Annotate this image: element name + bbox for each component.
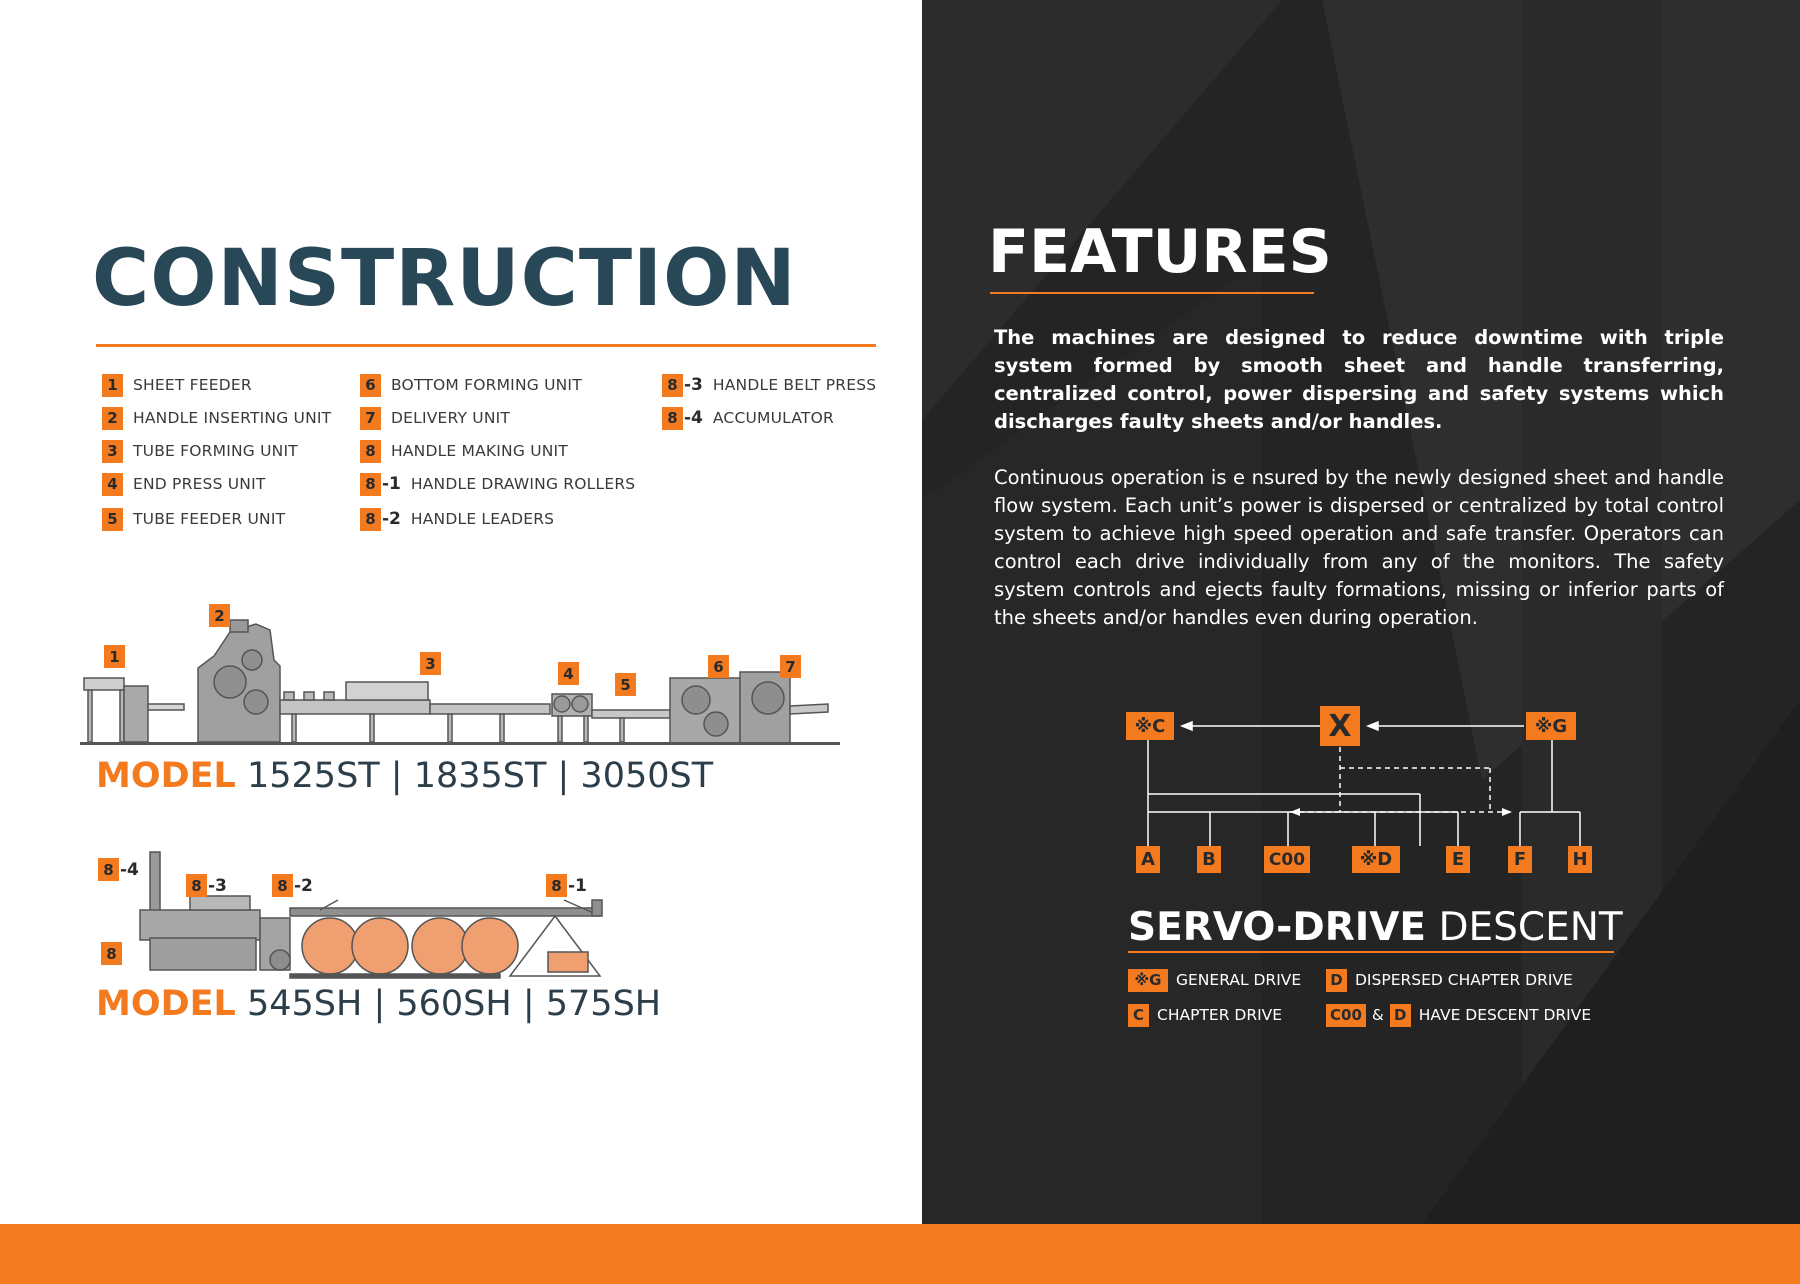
legend-number-badge: 8 bbox=[360, 440, 381, 463]
diagram-sh-label-8-4: 8 -4 bbox=[98, 858, 145, 881]
drive-node-a: A bbox=[1136, 846, 1160, 873]
key-general-drive bbox=[1128, 968, 1301, 992]
legend-number-suffix: -3 bbox=[684, 375, 703, 395]
legend-number-badge: 8 bbox=[662, 374, 683, 397]
model-word: MODEL bbox=[96, 756, 236, 796]
legend-label: HANDLE DRAWING ROLLERS bbox=[410, 475, 636, 493]
drive-node-b: B bbox=[1197, 846, 1221, 873]
construction-panel bbox=[0, 0, 922, 1224]
key-label: CHAPTER DRIVE bbox=[1157, 1006, 1283, 1024]
key-badge: C00 bbox=[1326, 1004, 1366, 1027]
drive-node-c: ※C bbox=[1126, 712, 1174, 740]
legend-item-5 bbox=[102, 507, 285, 531]
key-badge: D bbox=[1390, 1004, 1411, 1027]
drive-node-c00: C00 bbox=[1264, 846, 1310, 873]
legend-number-suffix: -4 bbox=[684, 408, 703, 428]
diagram-st-label-2: 2 bbox=[209, 604, 230, 627]
legend-label: HANDLE BELT PRESS bbox=[712, 376, 877, 394]
key-descent-drive bbox=[1326, 1003, 1591, 1027]
construction-title-underline bbox=[96, 344, 876, 347]
diagram-st-label-3: 3 bbox=[420, 652, 441, 675]
servo-drive-title bbox=[1128, 905, 1623, 950]
key-label: DISPERSED CHAPTER DRIVE bbox=[1355, 971, 1573, 989]
construction-title: CONSTRUCTION bbox=[92, 234, 797, 324]
legend-item-7 bbox=[360, 406, 510, 430]
model-line-sh bbox=[96, 984, 661, 1024]
legend-label: HANDLE LEADERS bbox=[410, 510, 555, 528]
legend-number-suffix: -2 bbox=[382, 509, 401, 529]
key-badge: C bbox=[1128, 1004, 1149, 1027]
legend-item-6 bbox=[360, 373, 582, 397]
servo-title-rest: DESCENT bbox=[1426, 905, 1623, 950]
features-intro: The machines are designed to reduce downtime with triple system formed by smooth sheet and handle transferring, centralized control, power dispersing and safety systems which discharges faulty sheets and/or handles. bbox=[994, 326, 1724, 433]
drive-node-g: ※G bbox=[1526, 712, 1576, 740]
key-ampersand: & bbox=[1372, 1006, 1384, 1024]
legend-number-badge: 8 bbox=[360, 473, 381, 496]
features-body: Continuous operation is e nsured by the newly designed sheet and handle flow system. Each unit’s power is dispersed or centralized by total control system to achieve high speed operation and safe transfer. Operators can control each drive individually from any of the monitors. The safety system controls and ejects faulty formations, missing or inferior parts of the sheets and/or handles even during operation. bbox=[994, 466, 1724, 629]
legend-item-3 bbox=[102, 439, 298, 463]
legend-number-badge: 8 bbox=[662, 407, 683, 430]
drive-node-f: F bbox=[1508, 846, 1532, 873]
diagram-st-label-1: 1 bbox=[104, 645, 125, 668]
legend-number-badge: 3 bbox=[102, 440, 123, 463]
legend-label: HANDLE INSERTING UNIT bbox=[133, 409, 332, 427]
legend-item-8-1 bbox=[360, 472, 635, 496]
legend-item-2 bbox=[102, 406, 331, 430]
legend-item-1 bbox=[102, 373, 252, 397]
servo-title-underline bbox=[1128, 951, 1614, 953]
diagram-st-label-6: 6 bbox=[708, 655, 729, 678]
machine-diagram-st bbox=[80, 600, 860, 770]
legend-item-8-2 bbox=[360, 507, 554, 531]
legend-number-suffix: -1 bbox=[382, 474, 401, 494]
legend-label: SHEET FEEDER bbox=[133, 376, 252, 394]
servo-title-bold: SERVO-DRIVE bbox=[1128, 905, 1427, 950]
diagram-sh-label-8-1: 8 -1 bbox=[546, 874, 593, 897]
bottom-accent-bar bbox=[0, 1224, 1800, 1284]
legend-item-8-4 bbox=[662, 406, 834, 430]
legend-number-badge: 1 bbox=[102, 374, 123, 397]
key-label: GENERAL DRIVE bbox=[1176, 971, 1302, 989]
diagram-sh-label-8: 8 bbox=[101, 942, 122, 965]
key-label: HAVE DESCENT DRIVE bbox=[1418, 1006, 1592, 1024]
legend-item-8 bbox=[360, 439, 568, 463]
legend-label: TUBE FORMING UNIT bbox=[133, 442, 298, 460]
diagram-st-label-7: 7 bbox=[780, 655, 801, 678]
key-badge: ※G bbox=[1128, 969, 1168, 992]
drive-node-h: H bbox=[1568, 846, 1592, 873]
legend-number-badge: 4 bbox=[102, 473, 123, 496]
diagram-sh-label-8-3: 8 -3 bbox=[186, 874, 233, 897]
legend-label: DELIVERY UNIT bbox=[391, 409, 511, 427]
legend-label: END PRESS UNIT bbox=[133, 475, 266, 493]
model-word: MODEL bbox=[96, 984, 236, 1024]
key-badge: D bbox=[1326, 969, 1347, 992]
legend-item-4 bbox=[102, 472, 266, 496]
legend-number-badge: 5 bbox=[102, 508, 123, 531]
drive-node-x: X bbox=[1320, 706, 1360, 746]
legend-label: BOTTOM FORMING UNIT bbox=[391, 376, 582, 394]
model-numbers: 545SH | 560SH | 575SH bbox=[247, 984, 662, 1024]
features-title: FEATURES bbox=[988, 217, 1332, 287]
key-dispersed-chapter-drive bbox=[1326, 968, 1573, 992]
key-chapter-drive bbox=[1128, 1003, 1282, 1027]
legend-label: TUBE FEEDER UNIT bbox=[133, 510, 286, 528]
drive-node-e: E bbox=[1446, 846, 1470, 873]
legend-number-badge: 8 bbox=[360, 508, 381, 531]
model-numbers: 1525ST | 1835ST | 3050ST bbox=[247, 756, 714, 796]
model-line-st bbox=[96, 756, 713, 796]
machine-diagram-sh bbox=[130, 840, 630, 990]
diagram-st-label-5: 5 bbox=[615, 673, 636, 696]
legend-number-badge: 7 bbox=[360, 407, 381, 430]
diagram-st-label-4: 4 bbox=[558, 662, 579, 685]
drive-node-d: ※D bbox=[1352, 846, 1400, 873]
diagram-sh-label-8-2: 8 -2 bbox=[272, 874, 319, 897]
legend-item-8-3 bbox=[662, 373, 876, 397]
legend-label: HANDLE MAKING UNIT bbox=[391, 442, 568, 460]
legend-number-badge: 2 bbox=[102, 407, 123, 430]
legend-label: ACCUMULATOR bbox=[712, 409, 834, 427]
features-title-underline bbox=[990, 292, 1314, 294]
legend-number-badge: 6 bbox=[360, 374, 381, 397]
